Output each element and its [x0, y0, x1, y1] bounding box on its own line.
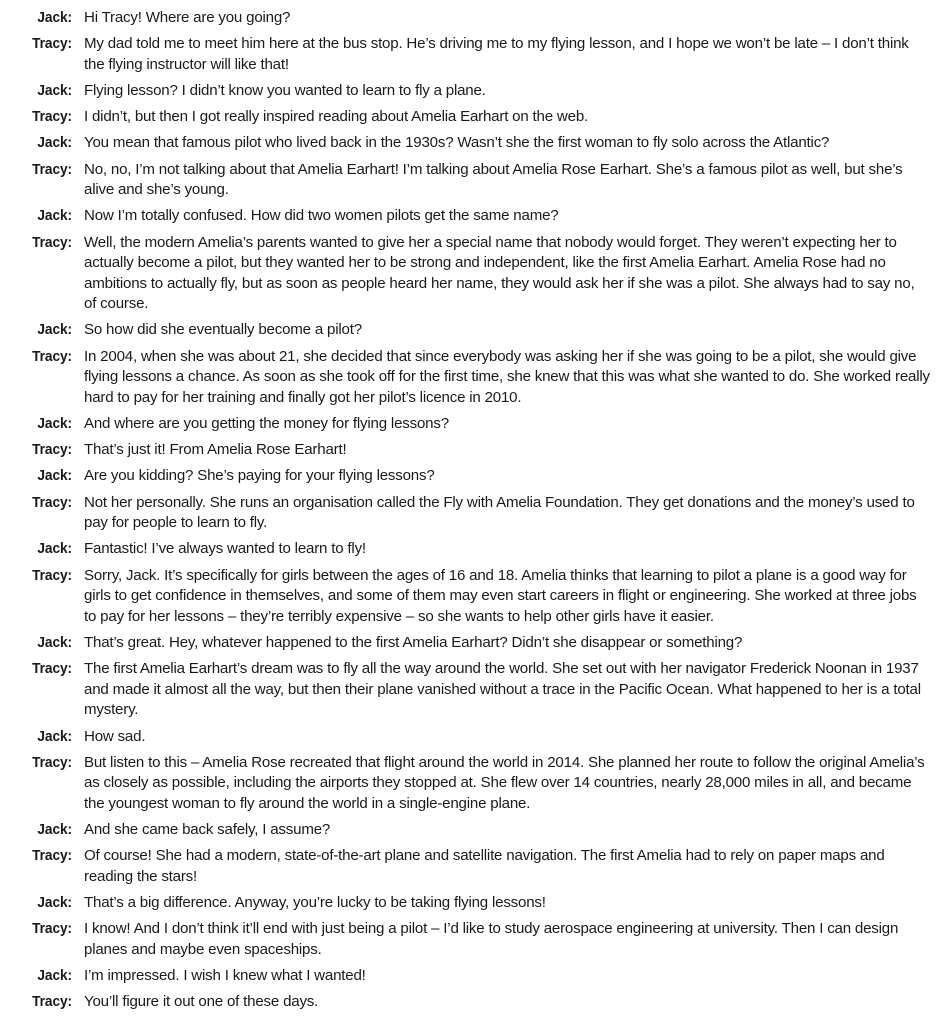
speaker-label: Tracy: [32, 234, 72, 251]
dialogue-line [0, 133, 940, 154]
dialogue-line [0, 160, 940, 201]
speaker-label: Jack: [37, 541, 72, 558]
dialogue-line [0, 347, 940, 409]
speaker-label: Tracy: [32, 442, 72, 459]
dialogue-line [0, 966, 940, 987]
speech-text: That’s just it! From Amelia Rose Earhart! [84, 441, 347, 459]
speaker-label: Tracy: [32, 494, 72, 511]
speech-text: Not her personally. She runs an organisation called the Fly with Amelia Foundation. They get donations and the money’s used to pay for people to learn to fly. [84, 493, 915, 532]
speech-text: No, no, I’m not talking about that Amelia Earhart! I’m talking about Amelia Rose Earhart. She’s a famous pilot as well, but she’s alive and she’s young. [84, 160, 903, 199]
speaker-label: Tracy: [32, 754, 72, 771]
speaker-label: Jack: [37, 634, 72, 651]
dialogue-line [0, 320, 940, 341]
dialogue-transcript [0, 8, 940, 1018]
speech-text: Now I’m totally confused. How did two women pilots get the same name? [84, 207, 559, 225]
speech-text: Are you kidding? She’s paying for your flying lessons? [84, 467, 435, 485]
speaker-label: Jack: [37, 968, 72, 984]
dialogue-line [0, 820, 940, 841]
speaker-label: Tracy: [32, 921, 72, 938]
speaker-label: Jack: [37, 728, 72, 745]
dialogue-line [0, 414, 940, 435]
speech-text: Well, the modern Amelia’s parents wanted to give her a special name that nobody would forget. They weren’t expecting her to actually become a pilot, but they wanted her to be strong and independent, like the first Amelia Earhart. Amelia Rose had no ambitions to actually fly, but as soon as people heard her name, they would ask her if she was a pilot. She always had to say no, of course. [84, 233, 915, 313]
dialogue-line [0, 34, 940, 75]
speaker-label: Jack: [37, 82, 72, 99]
speech-text: My dad told me to meet him here at the bus stop. He’s driving me to my flying lesson, and I hope we won’t be late – I don’t think the flying instructor will like that! [84, 35, 909, 73]
speaker-label: Tracy: [32, 36, 72, 53]
speech-text: I didn’t, but then I got really inspired reading about Amelia Earhart on the web. [84, 108, 589, 126]
speech-text: I’m impressed. I wish I knew what I wanted! [84, 967, 366, 984]
speech-text: So how did she eventually become a pilot? [84, 321, 362, 339]
speech-text: How sad. [84, 727, 146, 745]
speaker-label: Jack: [37, 135, 72, 152]
speech-text: Flying lesson? I didn’t know you wanted to learn to fly a plane. [84, 81, 486, 99]
speaker-label: Tracy: [32, 661, 72, 678]
dialogue-line [0, 727, 940, 748]
dialogue-line [0, 539, 940, 560]
speech-text: Sorry, Jack. It’s specifically for girls between the ages of 16 and 18. Amelia thinks that learning to pilot a plane is a good way for girls to get confidence in themselves, and some of them may even start careers in flight or engineering. She worked at three jobs to pay for her lessons – they’re terribly expensive – so she wants to help other girls have it easier. [84, 566, 917, 625]
speaker-label: Tracy: [32, 109, 72, 126]
speech-text: Hi Tracy! Where are you going? [84, 9, 291, 26]
dialogue-line [0, 633, 940, 654]
speaker-label: Jack: [37, 322, 72, 339]
dialogue-line [0, 893, 940, 914]
speaker-label: Jack: [37, 208, 72, 225]
dialogue-line [0, 8, 940, 29]
speech-text: But listen to this – Amelia Rose recreated that flight around the world in 2014. She planned her route to follow the original Amelia’s as closely as possible, including the airports they stopped at. She flew over 14 countries, nearly 28,000 miles in all, and became the youngest woman to fly around the world in a single-engine plane. [84, 753, 925, 812]
speaker-label: Tracy: [32, 161, 72, 178]
dialogue-line [0, 206, 940, 227]
speaker-label: Jack: [37, 10, 72, 26]
speech-text: You’ll figure it out one of these days. [84, 993, 319, 1011]
dialogue-line [0, 753, 940, 815]
speaker-label: Tracy: [32, 848, 72, 865]
speech-text: That’s a big difference. Anyway, you’re lucky to be taking flying lessons! [84, 894, 546, 912]
speaker-label: Jack: [37, 895, 72, 912]
speaker-label: Jack: [37, 416, 72, 433]
dialogue-line [0, 846, 940, 887]
speech-text: You mean that famous pilot who lived back in the 1930s? Wasn’t she the first woman to fly solo across the Atlantic? [84, 134, 830, 152]
dialogue-line [0, 440, 940, 461]
dialogue-line [0, 466, 940, 487]
speech-text: The first Amelia Earhart’s dream was to fly all the way around the world. She set out with her navigator Frederick Noonan in 1937 and made it almost all the way, but then their plane vanished without a trace in the Pacific Ocean. What happened to her is a total mystery. [84, 660, 921, 719]
speaker-label: Tracy: [32, 567, 72, 584]
dialogue-line [0, 659, 940, 721]
speech-text: And where are you getting the money for flying lessons? [84, 415, 449, 433]
dialogue-line [0, 566, 940, 628]
speech-text: In 2004, when she was about 21, she decided that since everybody was asking her if she was going to be a pilot, she would give flying lessons a chance. As soon as she took off for the first time, she knew that this was what she wanted to do. She worked really hard to pay for her training and finally got her pilot’s licence in 2010. [84, 347, 930, 406]
speech-text: That’s great. Hey, whatever happened to the first Amelia Earhart? Didn’t she disappear or something? [84, 633, 743, 651]
speaker-label: Jack: [37, 822, 72, 839]
speech-text: I know! And I don’t think it’ll end with just being a pilot – I’d like to study aerospace engineering at university. Then I can design planes and maybe even spaceships. [84, 920, 899, 958]
speech-text: And she came back safely, I assume? [84, 821, 331, 839]
dialogue-line [0, 107, 940, 128]
dialogue-line [0, 81, 940, 102]
speaker-label: Tracy: [32, 348, 72, 365]
dialogue-line [0, 233, 940, 315]
speaker-label: Tracy: [32, 994, 72, 1011]
speech-text: Fantastic! I’ve always wanted to learn to fly! [84, 540, 366, 558]
speaker-label: Jack: [37, 468, 72, 485]
dialogue-line [0, 493, 940, 534]
dialogue-line [0, 919, 940, 960]
speech-text: Of course! She had a modern, state-of-the-art plane and satellite navigation. The first Amelia had to rely on paper maps and reading the stars! [84, 847, 885, 885]
